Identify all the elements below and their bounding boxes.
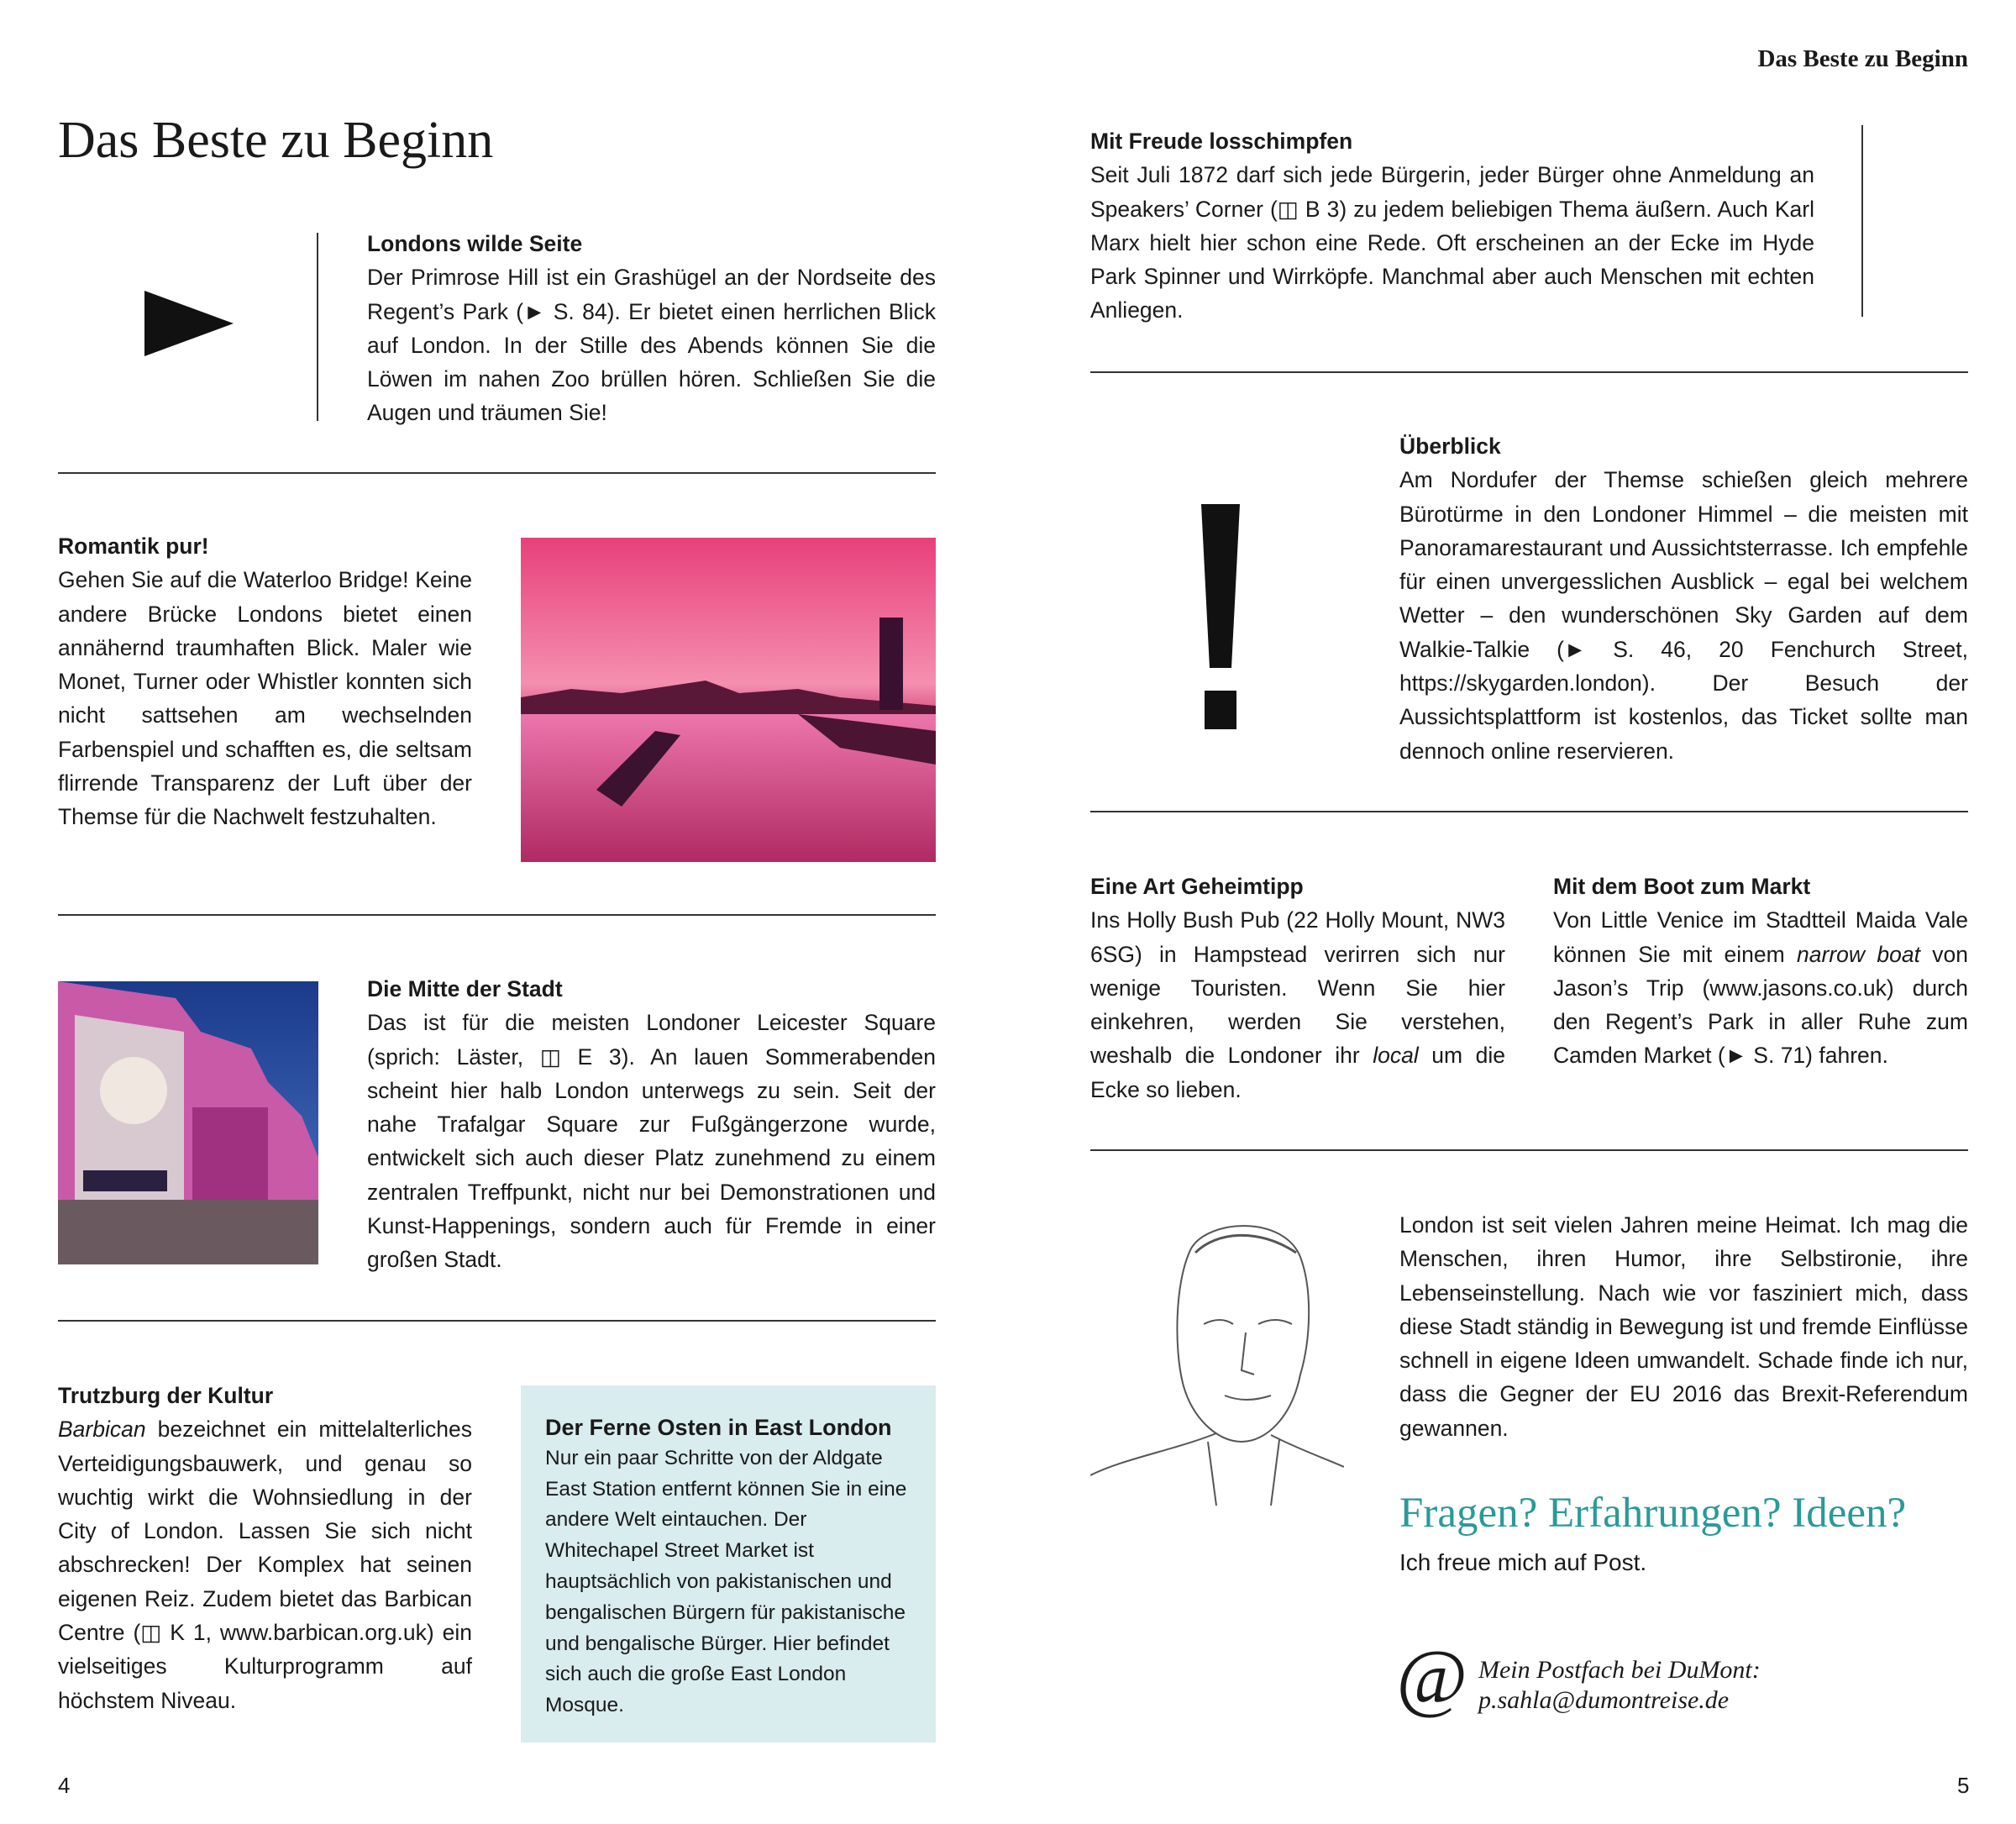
thames-night-photo [521,538,936,862]
divider [58,472,936,474]
section-heading: Trutzburg der Kultur [58,1383,274,1408]
section-heading: Romantik pur! [58,534,209,559]
mail-block [1478,1655,1761,1716]
play-triangle-icon [144,291,234,356]
section-text-italic: narrow boat [1797,941,1920,967]
section-text-italic: local [1373,1043,1419,1069]
section-ueberblick [1399,429,1968,768]
section-romantik [58,529,472,834]
cta-heading: Fragen? Erfahrungen? Ideen? [1399,1490,1907,1537]
divider [1090,371,1968,373]
running-header: Das Beste zu Beginn [1757,45,1968,72]
divider-vertical [1861,125,1863,317]
info-box-ferne-osten [521,1385,936,1743]
author-intro: London ist seit vielen Jahren meine Heimat. Ich mag die Menschen, ihren Humor, ihre Selbstironie, ihre Lebenseinstellung. Nach wie vor fasziniert mich, dass diese Stadt ständig in Bewegung ist und fremde Einflüsse schnell in eigene Ideen umwandelt. Schade finde ich nur, dass die Gegner der EU 2016 das Brexit-Referendum gewannen. [1399,1212,1968,1441]
section-mitte [367,972,936,1277]
section-text: Seit Juli 1872 darf sich jede Bürgerin, jeder Bürger ohne Anmeldung an Speakers’ Corner (◫ B 3) zu jedem beliebigen Thema äußern. Auch Karl Marx hielt hier schon eine Rede. Oft erscheinen an der Ecke im Hyde Park Spinner und Wirrköpfe. Manchmal aber auch Menschen mit echten Anliegen. [1090,162,1814,323]
section-trutzburg [58,1379,472,1717]
divider [58,914,936,916]
section-freude [1090,124,1814,328]
section-heading: Londons wilde Seite [367,231,583,256]
cta-text: Ich freue mich auf Post. [1399,1549,1647,1575]
section-text: Von Little Venice im Stadtteil Maida Vale können Sie mit einem [1553,907,1968,967]
section-heading: Die Mitte der Stadt [367,976,563,1001]
section-text: bezeichnet ein mittelalterliches Verteidigungsbauwerk, und genau so wuchtig wirkt die Wohnsiedlung in der City of London. Lassen Sie sich nicht abschrecken! Der Komplex hat seinen eigenen Reiz. Zudem bietet das Barbican Centre (◫ K 1, www.barbican.org.uk) ein vielseitiges Kulturprogramm auf höchstem Niveau. [58,1417,472,1713]
email-link[interactable]: p.sahla@dumontreise.de [1478,1686,1730,1714]
section-wilde-seite [367,227,936,430]
divider-vertical [317,233,318,421]
divider [1090,811,1968,812]
box-text: Nur ein paar Schritte von der Aldgate East Station entfernt können Sie in eine andere Welt eintauchen. Der Whitechapel Street Market ist hauptsächlich von pakistanischen und bengalischen Bürgern für pakistanische und bengalische Bürger. Hier befindet sich auch die große East London Mosque. [545,1446,907,1717]
section-boot [1553,870,1968,1073]
exclamation-icon [1200,504,1242,731]
page-number-left: 4 [58,1773,71,1798]
mail-label: Mein Postfach bei DuMont: [1478,1656,1761,1684]
section-text: Das ist für die meisten Londoner Leicester Square (sprich: Läster, ◫ E 3). An lauen Sommerabenden scheint hier halb London unterwegs zu sein. Seit der nahe Trafalgar Square zur Fußgängerzone wurde, entwickelt sich auch dieser Platz zunehmend zu einem zentralen Treffpunkt, nicht nur bei Demonstrationen und Kunst-Happenings, sondern auch für Fremde in einer großen Stadt. [367,1010,936,1273]
section-text: um die Ecke so lieben. [1090,1043,1506,1102]
section-text-italic: Barbican [58,1417,146,1443]
leicester-square-photo [58,981,318,1264]
section-heading: Überblick [1399,434,1501,459]
section-heading: Mit Freude losschimpfen [1090,129,1353,154]
section-text: Der Primrose Hill ist ein Grashügel an der Nordseite des Regent’s Park (► S. 84). Er bietet einen herrlichen Blick auf London. In der Stille des Abends können Sie die Löwen im nahen Zoo brüllen hören. Schließen Sie die Augen und träumen Sie! [367,265,936,426]
box-heading: Der Ferne Osten in East London [545,1415,892,1440]
section-heading: Mit dem Boot zum Markt [1553,874,1811,899]
section-text: von Jason’s Trip (www.jasons.co.uk) durch den Regent’s Park in aller Ruhe zum Camden Market (► S. 71) fahren. [1553,941,1968,1069]
divider [58,1320,936,1322]
divider [1090,1149,1968,1151]
author-portrait-sketch [1090,1215,1344,1506]
section-text: Am Nordufer der Themse schießen gleich mehrere Bürotürme in den Londoner Himmel – die meisten mit Panoramarestaurant und Aussichtsterrasse. Ich empfehle für einen unvergesslichen Ausblick – egal bei welchem Wetter – den wunderschönen Sky Garden auf dem Walkie-Talkie (► S. 46, 20 Fenchurch Street, https://skygarden.london). Der Besuch der Aussichtsplattform ist kostenlos, das Ticket sollte man dennoch online reservieren. [1399,467,1968,764]
page-title: Das Beste zu Beginn [58,112,494,169]
section-text: Gehen Sie auf die Waterloo Bridge! Keine andere Brücke Londons bietet einen annähernd traumhaften Blick. Maler wie Monet, Turner oder Whistler konnten sich nicht sattsehen am wechselnden Farbenspiel und schafften es, die seltsam flirrende Transparenz der Luft über der Themse für die Nachwelt festzuhalten. [58,567,472,830]
page-number-right: 5 [1957,1773,1970,1798]
section-text: Ins Holly Bush Pub (22 Holly Mount, NW3 6SG) in Hampstead verirren sich nur wenige Touristen. Wenn Sie hier einkehren, werden Sie verstehen, weshalb die Londoner ihr [1090,907,1505,1069]
section-geheimtipp [1090,870,1505,1106]
at-icon: @ [1396,1634,1467,1720]
section-heading: Eine Art Geheimtipp [1090,874,1304,899]
